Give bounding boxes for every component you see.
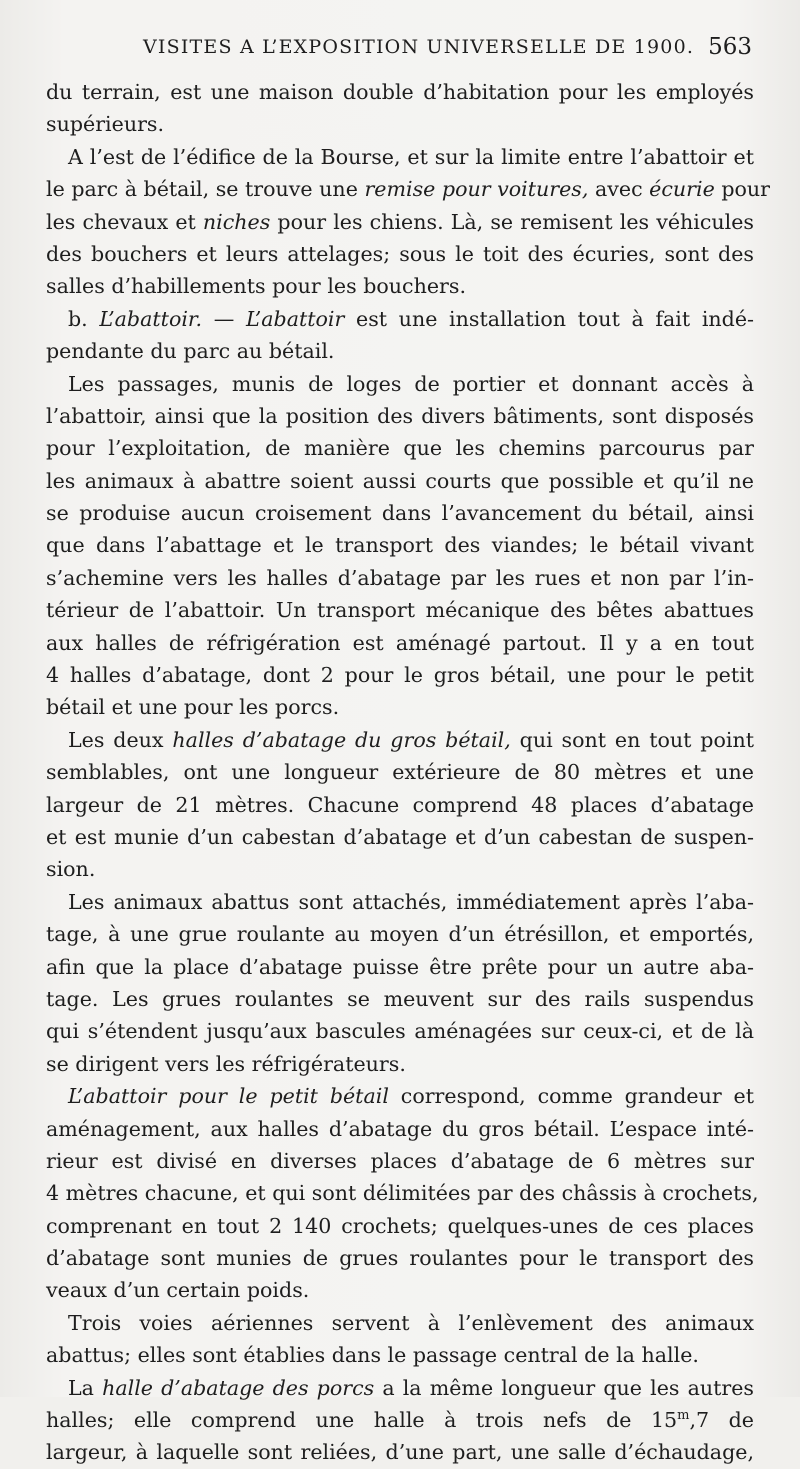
text-line — [46, 853, 754, 885]
text-line — [46, 951, 754, 983]
text-segment: est une installation tout à fait indé- — [344, 306, 754, 331]
text-segment: ,7 de — [689, 1408, 754, 1433]
text-segment: semblables, ont une longueur extérieure de 80 mètres et une — [46, 760, 754, 785]
page-header — [0, 30, 800, 70]
superscript-text: m — [677, 1408, 690, 1424]
text-line — [46, 1242, 754, 1274]
text-line — [46, 821, 754, 853]
text-segment: halles; elle comprend une halle à trois nefs de 15 — [46, 1408, 678, 1433]
text-segment: Les passages, munis de loges de portier et donnant accès à — [68, 371, 754, 396]
text-line — [46, 1113, 754, 1145]
text-segment: salles d’habillements pour les bouchers. — [46, 274, 466, 299]
text-line — [46, 173, 771, 205]
text-segment: 4 halles d’abatage, dont 2 pour le gros bétail, une pour le petit — [46, 663, 754, 688]
text-segment: supérieurs. — [46, 112, 165, 137]
text-segment: abattus; elles sont établies dans le passage central de la halle. — [46, 1343, 699, 1368]
text-line — [46, 789, 754, 821]
text-segment: se dirigent vers les réfrigérateurs. — [46, 1051, 406, 1076]
text-line — [46, 724, 754, 756]
text-line — [46, 1307, 754, 1339]
italic-text: L’abattoir — [245, 306, 345, 331]
text-segment: du terrain, est une maison double d’habitation pour les employés — [46, 80, 754, 104]
text-line — [46, 238, 754, 270]
text-line — [46, 368, 754, 400]
text-line — [46, 1210, 754, 1242]
text-segment: b. — [68, 306, 100, 331]
italic-text: halles d’abatage du gros bétail, — [172, 727, 511, 752]
text-segment: La — [68, 1375, 103, 1400]
italic-text: niches — [202, 209, 271, 234]
text-segment: correspond, comme grandeur et — [388, 1084, 754, 1109]
text-segment: le parc à bétail, se trouve une — [46, 177, 365, 202]
text-segment: s’achemine vers les halles d’abatage par les rues et non par l’in- — [46, 565, 754, 590]
text-segment: que dans l’abattage et le transport des viandes; le bétail vivant — [46, 533, 754, 558]
text-segment: Les deux — [68, 727, 173, 752]
text-line — [46, 432, 754, 464]
italic-text: L’abattoir pour le petit bétail — [68, 1084, 389, 1109]
text-segment: — — [202, 306, 246, 331]
text-line — [46, 497, 754, 529]
text-line — [46, 983, 754, 1015]
text-line — [46, 691, 754, 723]
text-segment: et est munie d’un cabestan d’abatage et d’un cabestan de suspen- — [46, 824, 754, 849]
italic-text: halle d’abatage des porcs — [102, 1375, 375, 1400]
running-title: VISITES A L’EXPOSITION UNIVERSELLE DE 1900. — [143, 36, 695, 58]
text-segment: aux halles de réfrigération est aménagé partout. Il y a en tout — [46, 630, 754, 655]
text-segment: les animaux à abattre soient aussi courts que possible et qu’il ne — [46, 468, 754, 493]
text-line — [46, 1145, 754, 1177]
text-segment: largeur, à laquelle sont reliées, d’une part, une salle d’échaudage, — [46, 1440, 754, 1465]
text-segment: veaux d’un certain poids. — [46, 1278, 310, 1303]
text-line — [46, 465, 754, 497]
text-segment: sion. — [46, 857, 96, 882]
text-line — [46, 886, 754, 918]
text-segment: des bouchers et leurs attelages; sous le toit des écuries, sont des — [46, 241, 754, 266]
text-segment: comprenant en tout 2 140 crochets; quelques-unes de ces places — [46, 1213, 754, 1238]
text-line — [46, 1080, 754, 1112]
text-segment: qui sont en tout point — [510, 727, 754, 752]
text-line — [46, 594, 754, 626]
text-segment: afin que la place d’abatage puisse être prête pour un autre aba- — [46, 954, 754, 979]
italic-text: L’abattoir. — [99, 306, 203, 331]
text-line — [46, 108, 754, 140]
text-line — [46, 1274, 754, 1306]
text-segment: qui s’étendent jusqu’aux bascules aménagées sur ceux-ci, et de là — [46, 1019, 754, 1044]
text-line — [46, 529, 754, 561]
text-line — [46, 1015, 754, 1047]
italic-text: écurie — [649, 177, 715, 202]
text-segment: tage, à une grue roulante au moyen d’un étrésillon, et emportés, — [46, 922, 754, 947]
text-segment: se produise aucun croisement dans l’avancement du bétail, ainsi — [46, 501, 754, 526]
text-line — [46, 400, 754, 432]
text-segment: 4 mètres chacune, et qui sont délimitées par des châssis à crochets, — [46, 1181, 759, 1206]
page-number: 563 — [708, 34, 752, 60]
text-line — [46, 76, 754, 108]
text-segment: aménagement, aux halles d’abatage du gros bétail. L’espace inté- — [46, 1116, 754, 1141]
italic-text: remise pour voitures, — [364, 177, 589, 202]
text-line — [46, 1404, 754, 1436]
text-line — [46, 1372, 754, 1404]
text-line — [46, 1177, 759, 1209]
text-segment: pour l’exploitation, de manière que les chemins parcourus par — [46, 436, 754, 461]
text-segment: Trois voies aériennes servent à l’enlèvement des animaux — [68, 1310, 754, 1335]
text-line — [46, 206, 754, 238]
text-line — [46, 1436, 754, 1468]
text-segment: d’abatage sont munies de grues roulantes pour le transport des — [46, 1246, 754, 1271]
text-segment: avec — [588, 177, 650, 202]
text-segment: largeur de 21 mètres. Chacune comprend 48 places d’abatage — [46, 792, 754, 817]
text-line — [46, 1048, 754, 1080]
text-segment: A l’est de l’édifice de la Bourse, et sur la limite entre l’abattoir et — [68, 144, 754, 169]
text-line — [46, 627, 754, 659]
text-segment: pendante du parc au bétail. — [46, 339, 335, 364]
text-line — [46, 756, 754, 788]
text-segment: térieur de l’abattoir. Un transport mécanique des bêtes abattues — [46, 598, 754, 623]
text-segment: rieur est divisé en diverses places d’abatage de 6 mètres sur — [46, 1148, 754, 1173]
text-line — [46, 918, 754, 950]
text-segment: bétail et une pour les porcs. — [46, 695, 340, 720]
text-segment: l’abattoir, ainsi que la position des divers bâtiments, sont disposés — [46, 403, 754, 428]
text-line — [46, 659, 754, 691]
text-segment: les chevaux et — [46, 209, 203, 234]
text-line — [46, 335, 754, 367]
text-segment: a la même longueur que les autres — [374, 1375, 754, 1400]
text-segment: Les animaux abattus sont attachés, immédiatement après l’aba- — [68, 889, 754, 914]
text-line — [46, 1339, 754, 1371]
text-segment: tage. Les grues roulantes se meuvent sur des rails suspendus — [46, 986, 754, 1011]
body-text — [46, 76, 771, 1469]
text-line — [46, 303, 754, 335]
text-line — [46, 562, 754, 594]
text-line — [46, 270, 754, 302]
text-segment: pour — [714, 177, 771, 202]
text-line — [46, 141, 754, 173]
text-segment: pour les chiens. Là, se remisent les véhicules — [270, 209, 754, 234]
